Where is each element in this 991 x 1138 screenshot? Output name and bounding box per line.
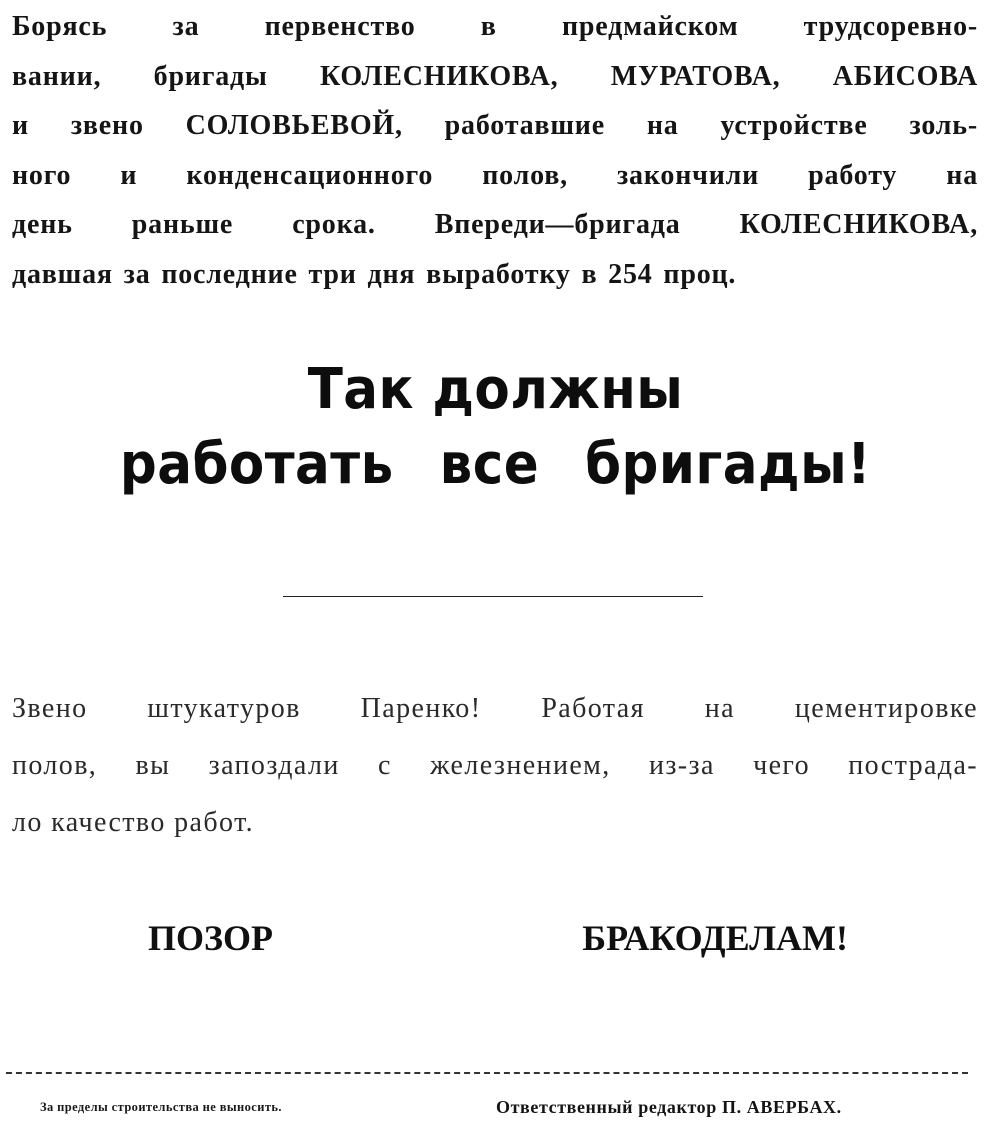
- notice-line: день раньше срока. Впереди—бригада КОЛЕСНИКОВА,: [12, 209, 978, 240]
- criticism-paragraph: [12, 680, 978, 851]
- notice-line: и звено СОЛОВЬЕВОЙ, работавшие на устройстве золь-: [12, 110, 978, 141]
- criticism-line: полов, вы запоздали с железнением, из-за чего пострада-: [12, 750, 978, 781]
- notice-line: давшая за последние три дня выработку в 254 проц.: [12, 258, 737, 290]
- section-divider: [283, 596, 703, 597]
- criticism-line: Звено штукатуров Паренко! Работая на цементировке: [12, 693, 978, 724]
- notice-paragraph: [12, 2, 978, 299]
- shame-slogan: ПОЗОР БРАКОДЕЛАМ!: [148, 918, 848, 958]
- notice-line: ного и конденсационного полов, закончили работу на: [12, 159, 978, 191]
- slogan-line-1: Так должны: [307, 357, 684, 422]
- footer-editor: Ответственный редактор П. АВЕРБАХ.: [496, 1097, 842, 1117]
- criticism-line: ло качество работ.: [12, 807, 254, 838]
- notice-line: Борясь за первенство в предмайском трудсоревно-: [12, 11, 978, 42]
- slogan-heading: [40, 352, 952, 502]
- footer-divider: [6, 1072, 968, 1074]
- footer-distribution-note: За пределы строительства не выносить.: [40, 1100, 282, 1114]
- slogan-line-2: работать все бригады!: [119, 432, 872, 497]
- notice-line: вании, бригады КОЛЕСНИКОВА, МУРАТОВА, АБИСОВА: [12, 60, 978, 92]
